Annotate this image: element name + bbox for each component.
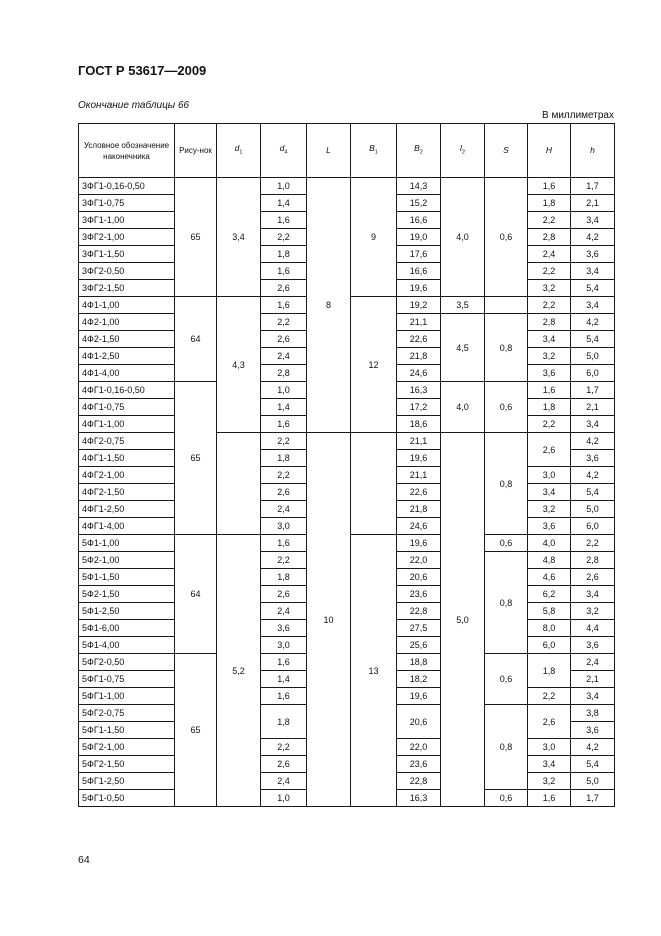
cell-d1: 4,3 <box>217 297 261 433</box>
cell-h: 6,0 <box>571 518 615 535</box>
cell-h: 2,1 <box>571 399 615 416</box>
cell-B2: 24,6 <box>397 365 441 382</box>
cell-L: 8 <box>307 178 351 433</box>
cell-h: 5,4 <box>571 280 615 297</box>
cell-B2: 25,6 <box>397 637 441 654</box>
cell-H: 2,2 <box>528 416 571 433</box>
header-h: h <box>571 124 615 178</box>
cell-S: 0,8 <box>485 552 528 654</box>
cell-B1: 12 <box>351 297 397 433</box>
table-caption: Окончание таблицы 66 <box>78 100 190 111</box>
cell-h: 3,4 <box>571 263 615 280</box>
cell-designation: 5ФГ1-0,50 <box>79 790 175 807</box>
cell-d4: 1,4 <box>261 195 307 212</box>
cell-h: 1,7 <box>571 382 615 399</box>
cell-H: 2,8 <box>528 229 571 246</box>
cell-B1: 13 <box>351 535 397 807</box>
cell-l2: 4,0 <box>441 382 485 433</box>
cell-B2: 15,2 <box>397 195 441 212</box>
cell-B2: 21,1 <box>397 433 441 450</box>
cell-d4: 1,4 <box>261 671 307 688</box>
cell-S: 0,6 <box>485 654 528 705</box>
cell-H: 8,0 <box>528 620 571 637</box>
cell-H: 4,8 <box>528 552 571 569</box>
cell-H: 4,6 <box>528 569 571 586</box>
cell-designation: 5Ф1-1,50 <box>79 569 175 586</box>
cell-h: 3,8 <box>571 705 615 722</box>
cell-B2: 22,8 <box>397 603 441 620</box>
cell-H: 2,2 <box>528 263 571 280</box>
cell-d4: 3,0 <box>261 637 307 654</box>
cell-H: 2,4 <box>528 246 571 263</box>
cell-h: 2,1 <box>571 195 615 212</box>
units-note: В миллиметрах <box>542 110 614 121</box>
cell-B1: 9 <box>351 178 397 297</box>
header-B2: $B_2$ <box>397 124 441 178</box>
cell-designation: 4ФГ2-1,00 <box>79 467 175 484</box>
cell-h: 2,1 <box>571 671 615 688</box>
cell-H: 3,0 <box>528 467 571 484</box>
cell-d4: 2,2 <box>261 229 307 246</box>
cell-d1: 3,4 <box>217 178 261 297</box>
cell-h: 4,2 <box>571 314 615 331</box>
cell-d4: 1,6 <box>261 297 307 314</box>
cell-H: 1,8 <box>528 195 571 212</box>
cell-B2: 24,6 <box>397 518 441 535</box>
cell-designation: 4Ф1-2,50 <box>79 348 175 365</box>
cell-h: 4,2 <box>571 433 615 450</box>
header-l2: $l_2$ <box>441 124 485 178</box>
cell-d1: 5,2 <box>217 535 261 807</box>
cell-designation: 5ФГ2-1,00 <box>79 739 175 756</box>
cell-h: 5,4 <box>571 484 615 501</box>
cell-figure: 64 <box>175 535 217 654</box>
cell-B2: 21,8 <box>397 501 441 518</box>
cell-h: 6,0 <box>571 365 615 382</box>
cell-B1 <box>351 433 397 535</box>
cell-designation: 5ФГ1-0,75 <box>79 671 175 688</box>
cell-B2: 23,6 <box>397 756 441 773</box>
cell-S <box>485 297 528 314</box>
header-figure: Рису-нок <box>175 124 217 178</box>
cell-d4: 2,2 <box>261 467 307 484</box>
cell-S: 0,8 <box>485 705 528 790</box>
cell-l2: 3,5 <box>441 297 485 314</box>
cell-H: 1,8 <box>528 399 571 416</box>
cell-designation: 4ФГ1-4,00 <box>79 518 175 535</box>
cell-d4: 1,8 <box>261 569 307 586</box>
cell-h: 3,4 <box>571 688 615 705</box>
cell-figure: 65 <box>175 382 217 535</box>
cell-designation: 3ФГ1-0,16-0,50 <box>79 178 175 195</box>
cell-d4: 3,0 <box>261 518 307 535</box>
cell-H: 2,2 <box>528 212 571 229</box>
cell-figure: 64 <box>175 297 217 382</box>
cell-designation: 3ФГ2-1,00 <box>79 229 175 246</box>
cell-l2: 4,0 <box>441 178 485 297</box>
cell-d1 <box>217 433 261 535</box>
cell-B2: 14,3 <box>397 178 441 195</box>
cell-d4: 1,0 <box>261 790 307 807</box>
cell-H: 6,0 <box>528 637 571 654</box>
cell-B2: 20,6 <box>397 569 441 586</box>
cell-h: 5,0 <box>571 501 615 518</box>
cell-d4: 2,6 <box>261 756 307 773</box>
cell-H: 3,6 <box>528 518 571 535</box>
cell-d4: 2,4 <box>261 773 307 790</box>
cell-B2: 22,0 <box>397 739 441 756</box>
cell-designation: 3ФГ1-1,50 <box>79 246 175 263</box>
page-number: 64 <box>78 854 90 866</box>
cell-L: 10 <box>307 433 351 807</box>
cell-H: 1,8 <box>528 654 571 688</box>
cell-d4: 1,8 <box>261 450 307 467</box>
cell-h: 1,7 <box>571 178 615 195</box>
cell-B2: 21,1 <box>397 467 441 484</box>
cell-h: 5,4 <box>571 331 615 348</box>
cell-B2: 27,5 <box>397 620 441 637</box>
cell-B2: 17,2 <box>397 399 441 416</box>
cell-designation: 3ФГ1-1,00 <box>79 212 175 229</box>
cell-d4: 2,2 <box>261 552 307 569</box>
cell-H: 2,2 <box>528 297 571 314</box>
table-row <box>79 433 615 450</box>
cell-B2: 18,2 <box>397 671 441 688</box>
cell-d4: 3,6 <box>261 620 307 637</box>
cell-designation: 4ФГ1-1,50 <box>79 450 175 467</box>
cell-designation: 5Ф1-1,00 <box>79 535 175 552</box>
header-H: H <box>528 124 571 178</box>
cell-d4: 2,6 <box>261 331 307 348</box>
cell-B2: 16,3 <box>397 382 441 399</box>
cell-h: 3,4 <box>571 297 615 314</box>
cell-d4: 1,4 <box>261 399 307 416</box>
cell-h: 1,7 <box>571 790 615 807</box>
cell-l2: 5,0 <box>441 433 485 807</box>
cell-H: 3,4 <box>528 331 571 348</box>
cell-h: 3,4 <box>571 586 615 603</box>
cell-B2: 22,0 <box>397 552 441 569</box>
cell-h: 2,8 <box>571 552 615 569</box>
cell-h: 5,0 <box>571 773 615 790</box>
cell-designation: 5Ф2-1,50 <box>79 586 175 603</box>
cell-designation: 4ФГ1-0,16-0,50 <box>79 382 175 399</box>
cell-h: 4,2 <box>571 229 615 246</box>
cell-d4: 2,4 <box>261 501 307 518</box>
cell-h: 4,2 <box>571 467 615 484</box>
cell-h: 3,4 <box>571 212 615 229</box>
header-B1: $B_1$ <box>351 124 397 178</box>
header-L: L <box>307 124 351 178</box>
cell-designation: 4Ф1-4,00 <box>79 365 175 382</box>
cell-d4: 1,6 <box>261 263 307 280</box>
cell-S: 0,6 <box>485 790 528 807</box>
cell-h: 3,6 <box>571 450 615 467</box>
cell-H: 1,6 <box>528 790 571 807</box>
cell-H: 3,2 <box>528 773 571 790</box>
cell-designation: 5ФГ2-0,50 <box>79 654 175 671</box>
cell-designation: 4ФГ2-1,50 <box>79 484 175 501</box>
cell-designation: 4ФГ1-1,00 <box>79 416 175 433</box>
cell-d4: 2,2 <box>261 739 307 756</box>
cell-d4: 2,2 <box>261 433 307 450</box>
cell-H: 3,4 <box>528 484 571 501</box>
cell-S: 0,6 <box>485 535 528 552</box>
cell-designation: 4ФГ1-2,50 <box>79 501 175 518</box>
cell-H: 4,0 <box>528 535 571 552</box>
cell-designation: 5Ф1-6,00 <box>79 620 175 637</box>
cell-h: 3,4 <box>571 416 615 433</box>
cell-B2: 19,0 <box>397 229 441 246</box>
cell-d4: 1,8 <box>261 246 307 263</box>
cell-designation: 4Ф2-1,00 <box>79 314 175 331</box>
cell-B2: 22,6 <box>397 331 441 348</box>
cell-S: 0,6 <box>485 178 528 297</box>
cell-B2: 19,2 <box>397 297 441 314</box>
cell-H: 2,2 <box>528 688 571 705</box>
cell-designation: 3ФГ2-0,50 <box>79 263 175 280</box>
cell-designation: 4ФГ1-0,75 <box>79 399 175 416</box>
cell-B2: 22,8 <box>397 773 441 790</box>
cell-h: 2,6 <box>571 569 615 586</box>
header-d1: $d_1$ <box>217 124 261 178</box>
cell-B2: 19,6 <box>397 450 441 467</box>
cell-designation: 5ФГ2-0,75 <box>79 705 175 722</box>
cell-d4: 2,4 <box>261 603 307 620</box>
cell-d4: 2,6 <box>261 484 307 501</box>
cell-designation: 5Ф1-4,00 <box>79 637 175 654</box>
cell-B2: 21,1 <box>397 314 441 331</box>
cell-B2: 19,6 <box>397 535 441 552</box>
cell-d4: 2,8 <box>261 365 307 382</box>
cell-designation: 3ФГ2-1,50 <box>79 280 175 297</box>
cell-designation: 5ФГ1-1,00 <box>79 688 175 705</box>
cell-d4: 2,6 <box>261 280 307 297</box>
cell-designation: 5ФГ2-1,50 <box>79 756 175 773</box>
cell-H: 6,2 <box>528 586 571 603</box>
document-title: ГОСТ Р 53617—2009 <box>78 63 207 78</box>
cell-B2: 19,6 <box>397 688 441 705</box>
cell-H: 3,2 <box>528 280 571 297</box>
cell-d4: 2,2 <box>261 314 307 331</box>
cell-d4: 2,4 <box>261 348 307 365</box>
cell-H: 3,2 <box>528 501 571 518</box>
cell-designation: 4ФГ2-0,75 <box>79 433 175 450</box>
cell-B2: 16,6 <box>397 212 441 229</box>
cell-S: 0,8 <box>485 314 528 382</box>
cell-S: 0,8 <box>485 433 528 535</box>
cell-d4: 1,0 <box>261 178 307 195</box>
cell-h: 3,6 <box>571 637 615 654</box>
cell-h: 5,4 <box>571 756 615 773</box>
cell-B2: 16,3 <box>397 790 441 807</box>
cell-h: 3,6 <box>571 722 615 739</box>
cell-B2: 20,6 <box>397 705 441 739</box>
cell-figure: 65 <box>175 178 217 297</box>
cell-h: 5,0 <box>571 348 615 365</box>
cell-H: 3,4 <box>528 756 571 773</box>
cell-H: 2,8 <box>528 314 571 331</box>
cell-S: 0,6 <box>485 382 528 433</box>
cell-figure: 65 <box>175 654 217 807</box>
cell-d4: 1,6 <box>261 654 307 671</box>
cell-B2: 18,6 <box>397 416 441 433</box>
cell-B2: 19,6 <box>397 280 441 297</box>
cell-H: 2,6 <box>528 433 571 467</box>
cell-d4: 1,8 <box>261 705 307 739</box>
cell-h: 3,2 <box>571 603 615 620</box>
header-d4: $d_4$ <box>261 124 307 178</box>
cell-designation: 3ФГ1-0,75 <box>79 195 175 212</box>
header-designation: Условное обозначение наконечника <box>79 124 175 178</box>
cell-H: 3,6 <box>528 365 571 382</box>
cell-designation: 4Ф2-1,50 <box>79 331 175 348</box>
cell-d4: 1,6 <box>261 416 307 433</box>
cell-B2: 18,8 <box>397 654 441 671</box>
cell-d4: 1,0 <box>261 382 307 399</box>
cell-d4: 1,6 <box>261 535 307 552</box>
cell-B2: 21,8 <box>397 348 441 365</box>
cell-H: 3,0 <box>528 739 571 756</box>
table-header-row <box>79 124 615 178</box>
cell-h: 4,4 <box>571 620 615 637</box>
cell-l2: 4,5 <box>441 314 485 382</box>
cell-designation: 5Ф1-2,50 <box>79 603 175 620</box>
cell-designation: 5ФГ1-1,50 <box>79 722 175 739</box>
cell-designation: 5ФГ1-2,50 <box>79 773 175 790</box>
cell-h: 3,6 <box>571 246 615 263</box>
cell-H: 2,6 <box>528 705 571 739</box>
cell-h: 4,2 <box>571 739 615 756</box>
cell-d4: 1,6 <box>261 212 307 229</box>
cell-H: 1,6 <box>528 178 571 195</box>
cell-B2: 17,6 <box>397 246 441 263</box>
cell-B2: 16,6 <box>397 263 441 280</box>
cell-B2: 23,6 <box>397 586 441 603</box>
cell-designation: 4Ф1-1,00 <box>79 297 175 314</box>
cell-H: 3,2 <box>528 348 571 365</box>
cell-designation: 5Ф2-1,00 <box>79 552 175 569</box>
cell-d4: 2,6 <box>261 586 307 603</box>
cell-h: 2,4 <box>571 654 615 671</box>
table-row <box>79 178 615 195</box>
cell-H: 1,6 <box>528 382 571 399</box>
dimensions-table <box>78 123 615 807</box>
header-S: S <box>485 124 528 178</box>
cell-d4: 1,6 <box>261 688 307 705</box>
cell-H: 5,8 <box>528 603 571 620</box>
cell-h: 2,2 <box>571 535 615 552</box>
cell-B2: 22,6 <box>397 484 441 501</box>
